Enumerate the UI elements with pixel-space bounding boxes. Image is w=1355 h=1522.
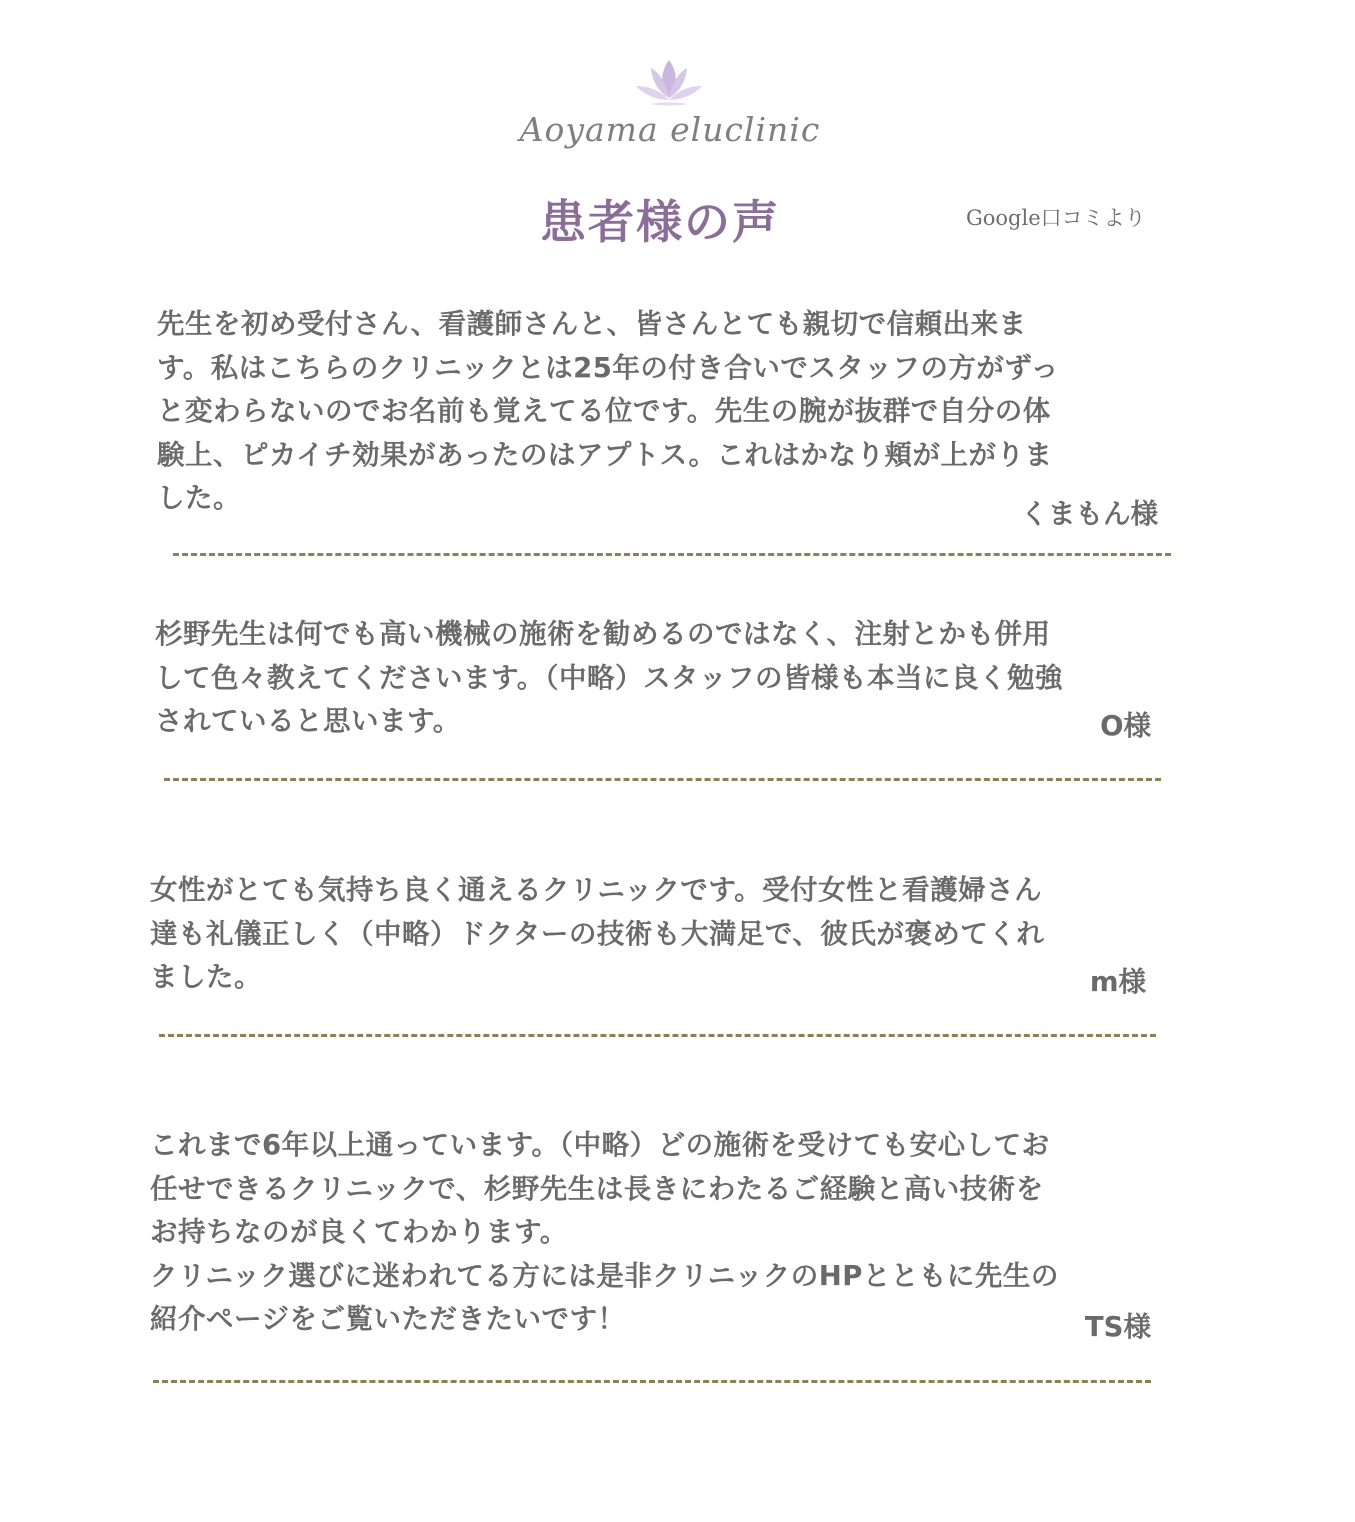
page-title: 患者様の声 (540, 195, 780, 249)
review-line: 女性がとても気持ち良く通えるクリニックです。受付女性と看護婦さん (150, 874, 1043, 906)
review-line: した。 (157, 482, 241, 514)
review-author: O様 (1100, 710, 1151, 742)
review-text (150, 869, 1210, 1000)
review-divider (164, 778, 1161, 781)
review-source-label: Google口コミより (966, 206, 1146, 230)
clinic-logo (0, 58, 1355, 168)
review-divider (159, 1034, 1156, 1037)
review-text (155, 613, 1215, 744)
review-text (150, 1124, 1210, 1342)
review-line: 杉野先生は何でも高い機械の施術を勧めるのではなく、注射とかも併用 (155, 618, 1051, 650)
review-line: されていると思います。 (155, 705, 461, 737)
review-line: ました。 (150, 961, 262, 993)
review-line: 紹介ページをご覧いただきたいです！ (150, 1303, 626, 1335)
review-line: と変わらないのでお名前も覚えてる位です。先生の腕が抜群で自分の体 (157, 395, 1051, 427)
review-line: 達も礼儀正しく（中略）ドクターの技術も大満足で、彼氏が褒めてくれ (150, 917, 1045, 950)
review-author: m様 (1089, 966, 1146, 998)
review-divider (173, 553, 1171, 556)
review-line: 先生を初め受付さん、看護師さんと、皆さんとても親切で信頼出来ま (157, 308, 1027, 340)
logo-wordmark: Aoyama eluclinic (519, 110, 821, 149)
review-line: して色々教えてくださいます。（中略）スタッフの皆様も本当に良く勉強 (155, 661, 1064, 694)
review-line: 験上、ピカイチ効果があったのはアプトス。これはかなり頬が上がりま (157, 438, 1053, 471)
review-author: くまもん様 (1020, 498, 1158, 530)
review-line: 任せできるクリニックで、杉野先生は長きにわたるご経験と高い技術を (150, 1172, 1044, 1205)
lotus-icon (632, 58, 706, 108)
review-line: お持ちなのが良くてわかります。 (150, 1216, 568, 1248)
review-divider (153, 1380, 1151, 1383)
review-text (157, 303, 1217, 521)
review-author: TS様 (1084, 1311, 1151, 1343)
review-line: クリニック選びに迷われてる方には是非クリニックのHPとともに先生の (150, 1259, 1059, 1292)
review-line: これまで6年以上通っています。（中略）どの施術を受けても安心してお (150, 1129, 1050, 1161)
review-line: す。私はこちらのクリニックとは25年の付き合いでスタッフの方がずっ (157, 351, 1059, 384)
